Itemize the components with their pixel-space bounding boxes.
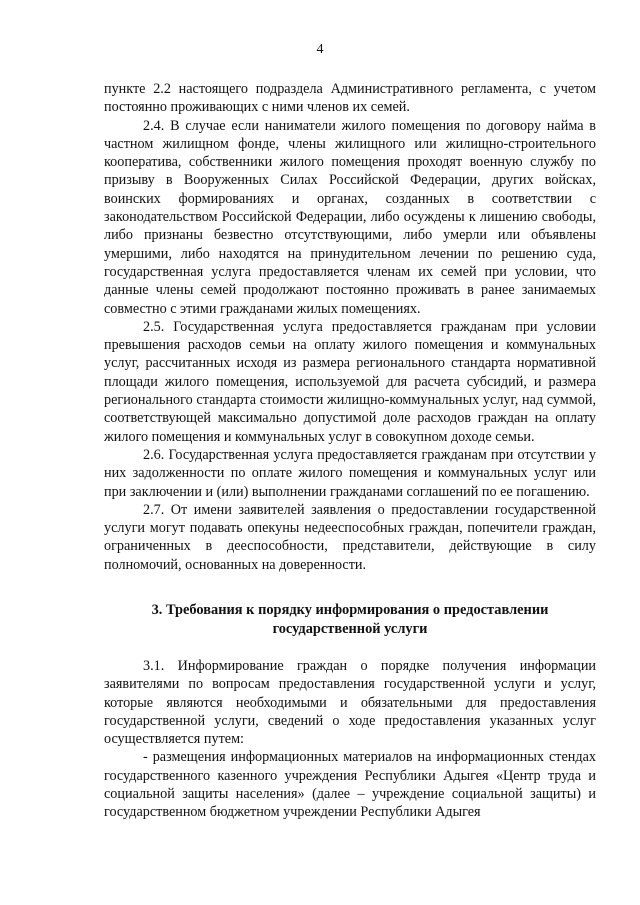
paragraph-continuation: пункте 2.2 настоящего подраздела Административного регламента, с учетом постоянно проживающих с ними членов их семей. bbox=[104, 81, 596, 116]
section-heading bbox=[104, 601, 596, 638]
text-block-bottom bbox=[104, 657, 596, 822]
text-block-top bbox=[104, 80, 596, 574]
paragraph-2-5: 2.5. Государственная услуга предоставляется гражданам при условии превышения расходов семьи на оплату жилого помещения и коммунальных услуг, рассчитанных исходя из размера регионального стандарта нормативной площади жилого помещения, используемой для расчета субсидий, и размера регионального стандарта стоимости жилищно-коммунальных услуг, над суммой, соответствующей максимально допустимой доле расходов граждан на оплату жилого помещения и коммунальных услуг в совокупном доходе семьи. bbox=[104, 318, 596, 445]
paragraph-2-7: 2.7. От имени заявителей заявления о предоставлении государственной услуги могут подавать опекуны недееспособных граждан, попечители граждан, ограниченных в дееспособности, представители, действующие в силу полномочий, основанных на доверенности. bbox=[104, 501, 596, 573]
paragraph-3-1: 3.1. Информирование граждан о порядке получения информации заявителями по вопросам предоставления государственной услуги и услуг, которые являются необходимыми и обязательными для предоставления государственной услуги, сведений о ходе предоставления указанных услуг осуществляется путем: bbox=[104, 658, 596, 748]
section-heading-line-1: 3. Требования к порядку информирования о предоставлении bbox=[151, 602, 549, 618]
paragraph-2-6: 2.6. Государственная услуга предоставляется гражданам при отсутствии у них задолженности по оплате жилого помещения и коммунальных услуг или при заключении и (или) выполнении гражданами соглашений по ее погашению. bbox=[104, 446, 596, 500]
section-heading-line-2: государственной услуги bbox=[272, 620, 428, 637]
page-number: 4 bbox=[316, 42, 324, 57]
paragraph-2-4: 2.4. В случае если наниматели жилого помещения по договору найма в частном жилищном фонде, члены жилищного или жилищно-строительного кооператива, собственники жилого помещения проходят военную службу по призыву в Вооруженных Силах Российской Федерации, других войсках, воинских формированиях и органах, созданных в соответствии с законодательством Российской Федерации, либо осуждены к лишению свободы, либо признаны безвестно отсутствующими, либо умерли или объявлены умершими, либо находятся на принудительном лечении по решению суда, государственная услуга предоставляется членам их семей при условии, что данные члены семей продолжают постоянно проживать в ранее занимаемых совместно с этими гражданами жилых помещениях. bbox=[104, 117, 596, 317]
paragraph-list-item: - размещения информационных материалов на информационных стендах государственного казенного учреждения Республики Адыгея «Центр труда и социальной защиты населения» (далее – учреждение социальной защиты) и государственном бюджетном учреждении Республики Адыгея bbox=[104, 749, 596, 821]
